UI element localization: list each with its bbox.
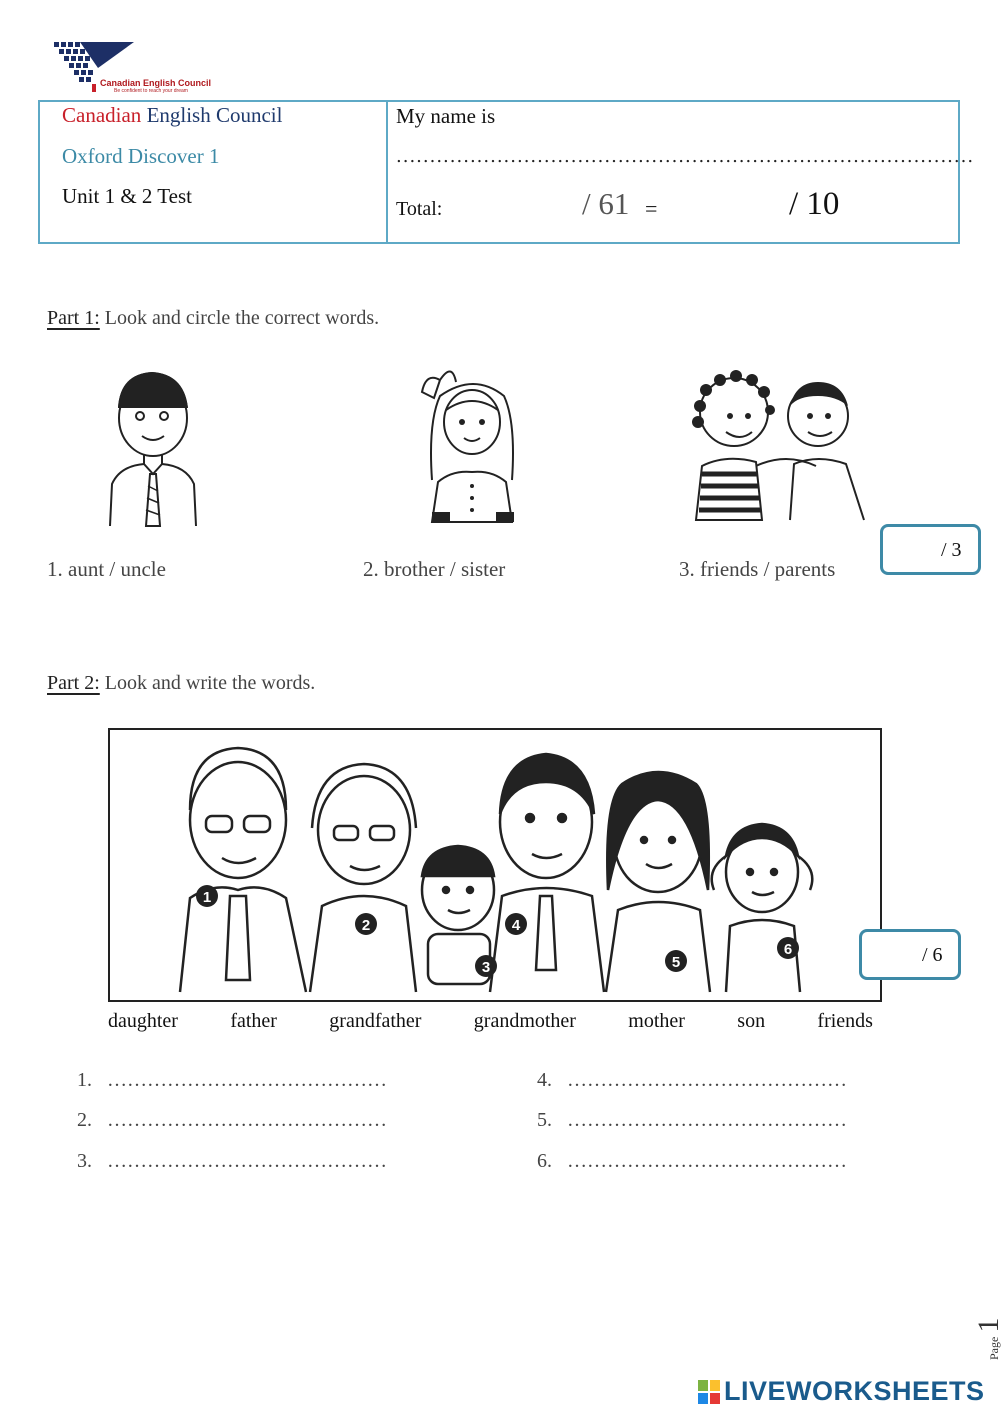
total-max: / 61 bbox=[582, 186, 630, 221]
answer-field-6[interactable]: …………………………………… bbox=[567, 1150, 847, 1172]
test-title: Unit 1 & 2 Test bbox=[62, 184, 192, 208]
answer-row-4 bbox=[537, 1069, 847, 1092]
total-label: Total: bbox=[396, 198, 443, 220]
part2-score: / 6 bbox=[922, 944, 943, 966]
marker-4: 4 bbox=[511, 917, 521, 934]
answer-field-2[interactable]: …………………………………… bbox=[107, 1109, 387, 1131]
word-daughter: daughter bbox=[108, 1010, 178, 1032]
name-label: My name is bbox=[396, 104, 496, 128]
part1-item-2[interactable]: 2. brother / sister bbox=[363, 557, 506, 581]
council-title bbox=[62, 103, 282, 128]
council-word-english: English Council bbox=[146, 103, 283, 127]
answer-row-6 bbox=[537, 1150, 847, 1173]
part2-score-box bbox=[859, 929, 961, 980]
council-word-canadian: Canadian bbox=[62, 103, 142, 127]
page-marker bbox=[972, 1300, 1006, 1360]
answer-field-1[interactable]: …………………………………… bbox=[107, 1069, 387, 1091]
answer-row-1 bbox=[77, 1069, 387, 1092]
word-bank bbox=[108, 1010, 873, 1033]
word-grandfather: grandfather bbox=[329, 1010, 422, 1032]
word-grandmother: grandmother bbox=[473, 1010, 576, 1032]
marker-5: 5 bbox=[671, 954, 681, 971]
word-father: father bbox=[230, 1010, 277, 1032]
answer-field-4[interactable]: …………………………………… bbox=[567, 1069, 847, 1091]
word-son: son bbox=[737, 1010, 766, 1032]
answer-num-6: 6. bbox=[537, 1150, 552, 1172]
part1-label: Part 1: bbox=[47, 307, 100, 329]
answer-row-3 bbox=[77, 1150, 387, 1173]
part1-instruction: Look and circle the correct words. bbox=[104, 307, 380, 329]
part1-score: / 3 bbox=[941, 539, 962, 561]
girl-picture bbox=[412, 362, 532, 530]
marker-1: 1 bbox=[202, 889, 212, 906]
scaled-max: / 10 bbox=[789, 186, 840, 222]
part2-label: Part 2: bbox=[47, 672, 100, 694]
answer-num-3: 3. bbox=[77, 1150, 92, 1172]
part1-item-3[interactable]: 3. friends / parents bbox=[679, 557, 836, 581]
answer-field-3[interactable]: …………………………………… bbox=[107, 1150, 387, 1172]
boy-picture bbox=[100, 366, 210, 531]
family-picture bbox=[110, 730, 880, 1000]
header-divider bbox=[386, 100, 388, 244]
part2-instruction: Look and write the words. bbox=[104, 672, 316, 694]
logo-name: Canadian English Council bbox=[100, 78, 212, 88]
marker-3: 3 bbox=[481, 959, 491, 976]
page-word: Page bbox=[987, 1336, 1001, 1360]
marker-6: 6 bbox=[783, 941, 793, 958]
liveworksheets-logo-icon bbox=[698, 1380, 720, 1404]
answer-num-2: 2. bbox=[77, 1109, 92, 1131]
answer-num-1: 1. bbox=[77, 1069, 92, 1091]
part1-score-box bbox=[880, 524, 981, 575]
logo-tagline: Be confident to reach your dream bbox=[114, 88, 188, 94]
page-number: 1 bbox=[972, 1317, 1005, 1333]
name-field[interactable]: ...................................................................................... bbox=[396, 146, 975, 167]
word-mother: mother bbox=[628, 1010, 685, 1032]
friends-picture bbox=[686, 370, 870, 525]
liveworksheets-brand[interactable]: LIVEWORKSHEETS bbox=[724, 1376, 985, 1406]
marker-2: 2 bbox=[361, 917, 371, 934]
part1-heading bbox=[47, 307, 379, 330]
answer-field-5[interactable]: …………………………………… bbox=[567, 1109, 847, 1131]
answer-num-5: 5. bbox=[537, 1109, 552, 1131]
part1-item-1[interactable]: 1. aunt / uncle bbox=[47, 557, 166, 581]
answer-row-2 bbox=[77, 1109, 387, 1132]
answer-num-4: 4. bbox=[537, 1069, 552, 1091]
word-friends: friends bbox=[817, 1010, 873, 1032]
answer-row-5 bbox=[537, 1109, 847, 1132]
family-picture-frame bbox=[108, 728, 882, 1002]
part2-heading bbox=[47, 672, 315, 695]
equals-sign: = bbox=[645, 196, 658, 221]
course-title: Oxford Discover 1 bbox=[62, 144, 220, 168]
